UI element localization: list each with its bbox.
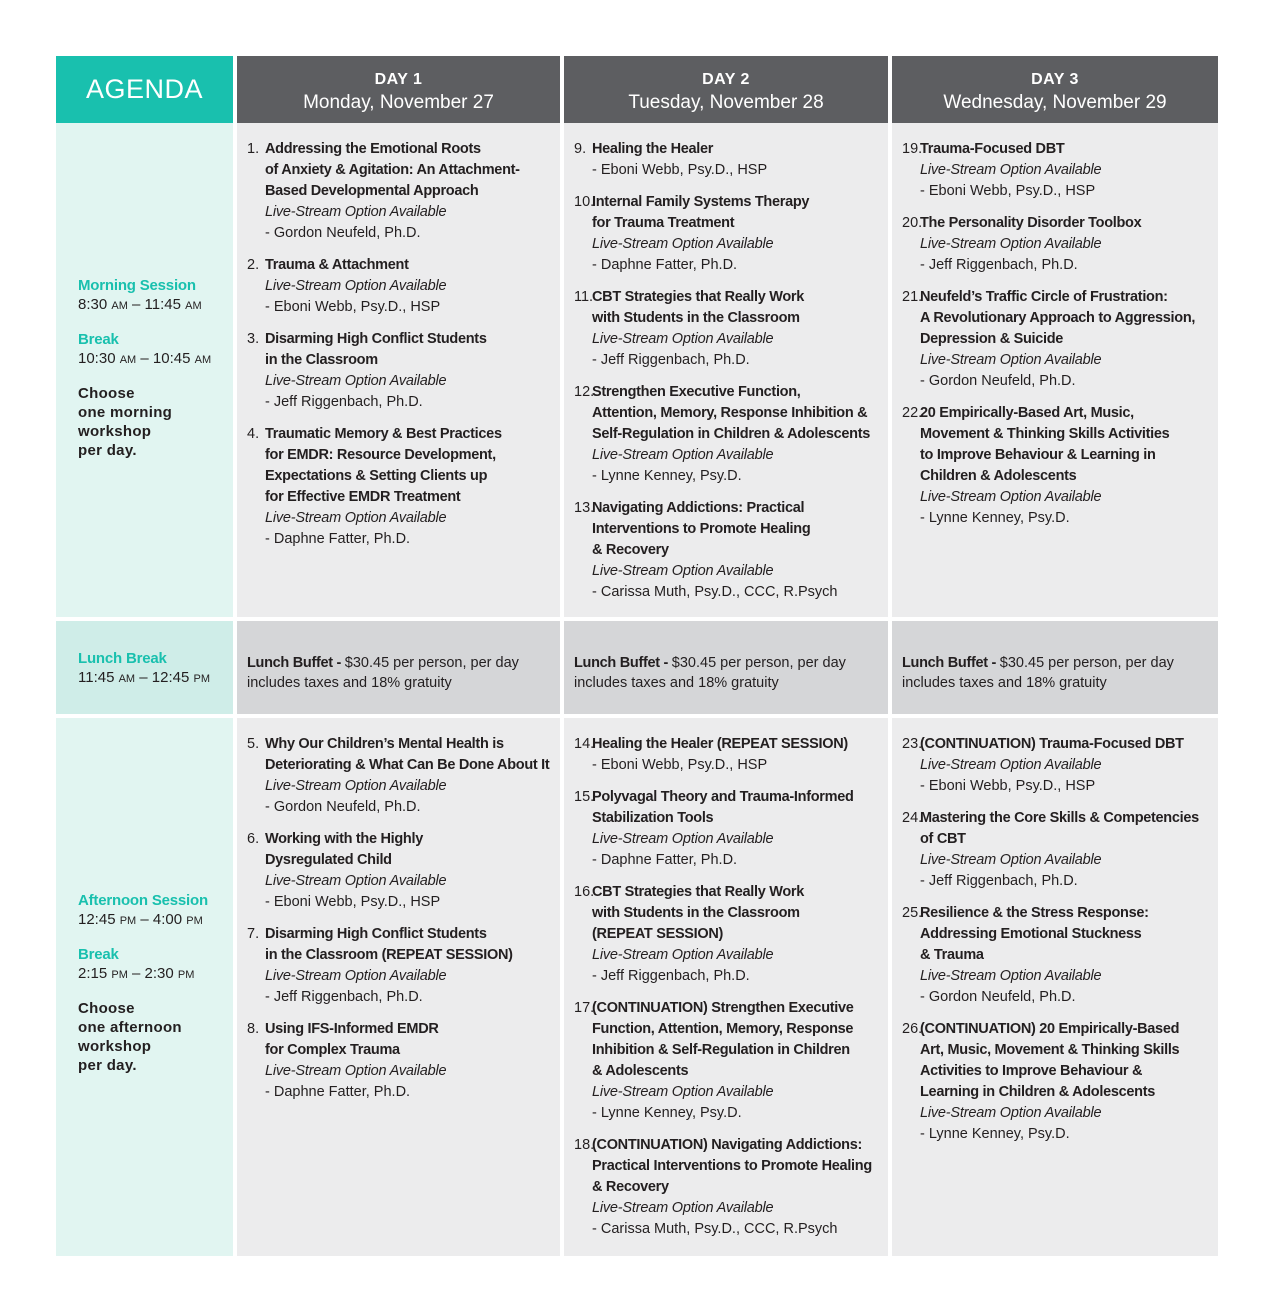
workshop-number: 6. xyxy=(247,831,260,847)
workshop-item xyxy=(574,139,880,181)
presenter-name: - Jeff Riggenbach, Ph.D. xyxy=(920,257,1078,273)
presenter-name: - Gordon Neufeld, Ph.D. xyxy=(920,373,1076,389)
lunch-buffet-label: Lunch Buffet - xyxy=(247,655,345,671)
workshop-item xyxy=(574,287,880,371)
workshop-item xyxy=(247,924,552,1008)
day-2-label: DAY 2 xyxy=(702,71,750,88)
presenter-name: - Lynne Kenney, Psy.D. xyxy=(592,1105,742,1121)
workshop-item xyxy=(574,787,880,871)
workshop-title: Internal Family Systems Therapy for Trauma Treatment xyxy=(592,194,810,231)
workshop-item xyxy=(902,808,1210,892)
day-1-afternoon-list xyxy=(247,734,552,1114)
workshop-title: CBT Strategies that Really Work with Students in the Classroom xyxy=(592,289,805,326)
lunch-buffet-label: Lunch Buffet - xyxy=(574,655,672,671)
workshop-number: 1. xyxy=(247,141,260,157)
workshop-title: The Personality Disorder Toolbox xyxy=(920,215,1142,231)
lunch-price: $30.45 per person, per day xyxy=(999,655,1174,671)
live-stream-note: Live-Stream Option Available xyxy=(265,373,447,389)
day-2-date: Tuesday, November 28 xyxy=(628,92,824,113)
workshop-item xyxy=(902,1019,1210,1145)
live-stream-note: Live-Stream Option Available xyxy=(592,1084,774,1100)
workshop-item xyxy=(902,903,1210,1008)
workshop-number: 10. xyxy=(574,194,595,210)
workshop-item xyxy=(247,424,552,550)
day-1-label: DAY 1 xyxy=(374,71,423,88)
workshop-title: 20 Empirically-Based Art, Music, Movement & Thinking Skills Activities to Improve Behaviour & Learning in Children & Adolescents xyxy=(920,405,1170,484)
lunch-price: $30.45 per person, per day xyxy=(344,655,519,671)
live-stream-note: Live-Stream Option Available xyxy=(592,331,774,347)
workshop-title: Trauma-Focused DBT xyxy=(920,141,1065,157)
workshop-number: 23. xyxy=(902,736,923,752)
presenter-name: - Carissa Muth, Psy.D., CCC, R.Psych xyxy=(592,1221,838,1237)
workshop-title: (CONTINUATION) Navigating Addictions: Practical Interventions to Promote Healing & Recovery xyxy=(592,1137,872,1195)
day-1-morning-column xyxy=(237,123,560,617)
workshop-item xyxy=(574,734,880,776)
presenter-name: - Eboni Webb, Psy.D., HSP xyxy=(265,894,441,910)
workshop-item xyxy=(574,998,880,1124)
presenter-name: - Eboni Webb, Psy.D., HSP xyxy=(920,183,1096,199)
day-2-header xyxy=(564,56,888,123)
presenter-name: - Gordon Neufeld, Ph.D. xyxy=(920,989,1076,1005)
presenter-name: - Daphne Fatter, Ph.D. xyxy=(592,257,738,273)
afternoon-choose-note: Choose one afternoon workshop per day. xyxy=(78,1000,182,1074)
workshop-number: 7. xyxy=(247,926,260,942)
workshop-title: (CONTINUATION) 20 Empirically-Based Art, Music, Movement & Thinking Skills Activities to Improve Behaviour & Learning in Children & Adolescents xyxy=(920,1021,1180,1100)
workshop-title: Polyvagal Theory and Trauma-Informed Stabilization Tools xyxy=(592,789,854,826)
presenter-name: - Jeff Riggenbach, Ph.D. xyxy=(920,873,1078,889)
workshop-title: Why Our Children’s Mental Health is Deteriorating & What Can Be Done About It xyxy=(265,736,550,773)
live-stream-note: Live-Stream Option Available xyxy=(265,1063,447,1079)
workshop-title: Strengthen Executive Function, Attention, Memory, Response Inhibition & Self-Regulation in Children & Adolescents xyxy=(592,384,870,442)
morning-session-label: Morning Session xyxy=(78,277,196,294)
presenter-name: - Eboni Webb, Psy.D., HSP xyxy=(592,757,768,773)
presenter-name: - Jeff Riggenbach, Ph.D. xyxy=(265,394,423,410)
workshop-item xyxy=(574,382,880,487)
live-stream-note: Live-Stream Option Available xyxy=(920,489,1102,505)
day-3-date: Wednesday, November 29 xyxy=(943,92,1167,113)
workshop-number: 25. xyxy=(902,905,923,921)
lunch-break-label: Lunch Break xyxy=(78,650,167,667)
lunch-note: includes taxes and 18% gratuity xyxy=(574,675,779,691)
workshop-item xyxy=(574,1135,880,1240)
workshop-title: (CONTINUATION) Strengthen Executive Function, Attention, Memory, Response Inhibition & Self-Regulation in Children & Adolescents xyxy=(592,1000,854,1079)
live-stream-note: Live-Stream Option Available xyxy=(265,278,447,294)
workshop-number: 24. xyxy=(902,810,923,826)
morning-choose-note: Choose one morning workshop per day. xyxy=(78,385,173,459)
workshop-number: 22. xyxy=(902,405,923,421)
workshop-item xyxy=(902,139,1210,202)
workshop-title: Working with the Highly Dysregulated Child xyxy=(265,831,423,868)
presenter-name: - Eboni Webb, Psy.D., HSP xyxy=(265,299,441,315)
workshop-number: 19. xyxy=(902,141,923,157)
lunch-buffet-label: Lunch Buffet - xyxy=(902,655,1000,671)
day-3-morning-list xyxy=(902,139,1210,540)
workshop-number: 11. xyxy=(574,289,594,305)
workshop-number: 13. xyxy=(574,500,595,516)
agenda-title xyxy=(56,56,233,123)
workshop-title: Navigating Addictions: Practical Interventions to Promote Healing & Recovery xyxy=(592,500,811,558)
day-1-morning-list xyxy=(247,139,552,561)
afternoon-session-panel xyxy=(56,718,233,1256)
day-3-lunch xyxy=(892,621,1218,714)
workshop-number: 21. xyxy=(902,289,923,305)
workshop-item xyxy=(247,734,552,818)
workshop-number: 4. xyxy=(247,426,260,442)
morning-session-panel xyxy=(56,123,233,617)
day-2-afternoon-list xyxy=(574,734,880,1251)
workshop-item xyxy=(247,329,552,413)
day-2-afternoon-column xyxy=(564,718,888,1256)
afternoon-break-label: Break xyxy=(78,946,119,963)
day-3-morning-column xyxy=(892,123,1218,617)
presenter-name: - Lynne Kenney, Psy.D. xyxy=(920,510,1070,526)
live-stream-note: Live-Stream Option Available xyxy=(920,1105,1102,1121)
presenter-name: - Gordon Neufeld, Ph.D. xyxy=(265,799,421,815)
day-2-lunch-text xyxy=(574,653,846,693)
day-1-header xyxy=(237,56,560,123)
workshop-item xyxy=(247,255,552,318)
presenter-name: - Daphne Fatter, Ph.D. xyxy=(265,531,411,547)
workshop-item xyxy=(902,213,1210,276)
afternoon-break-time: 2:15 PM – 2:30 PM xyxy=(78,965,195,982)
workshop-item xyxy=(574,192,880,276)
workshop-number: 14. xyxy=(574,736,595,752)
day-3-header xyxy=(892,56,1218,123)
workshop-number: 17. xyxy=(574,1000,595,1016)
live-stream-note: Live-Stream Option Available xyxy=(592,563,774,579)
workshop-title: Using IFS-Informed EMDR for Complex Trauma xyxy=(265,1021,439,1058)
lunch-note: includes taxes and 18% gratuity xyxy=(902,675,1107,691)
lunch-break-info xyxy=(78,649,210,689)
live-stream-note: Live-Stream Option Available xyxy=(592,236,774,252)
live-stream-note: Live-Stream Option Available xyxy=(920,162,1102,178)
live-stream-note: Live-Stream Option Available xyxy=(265,778,447,794)
presenter-name: - Jeff Riggenbach, Ph.D. xyxy=(592,968,750,984)
afternoon-session-info xyxy=(78,891,208,1075)
live-stream-note: Live-Stream Option Available xyxy=(592,831,774,847)
workshop-title: Neufeld’s Traffic Circle of Frustration: A Revolutionary Approach to Aggression, Depression & Suicide xyxy=(920,289,1196,347)
workshop-item xyxy=(247,139,552,244)
workshop-item xyxy=(574,498,880,603)
presenter-name: - Daphne Fatter, Ph.D. xyxy=(265,1084,411,1100)
presenter-name: - Jeff Riggenbach, Ph.D. xyxy=(265,989,423,1005)
day-2-morning-list xyxy=(574,139,880,614)
workshop-number: 26. xyxy=(902,1021,923,1037)
workshop-number: 18. xyxy=(574,1137,595,1153)
live-stream-note: Live-Stream Option Available xyxy=(592,1200,774,1216)
lunch-break-time: 11:45 AM – 12:45 PM xyxy=(78,669,210,686)
live-stream-note: Live-Stream Option Available xyxy=(920,852,1102,868)
presenter-name: - Gordon Neufeld, Ph.D. xyxy=(265,225,421,241)
live-stream-note: Live-Stream Option Available xyxy=(920,757,1102,773)
workshop-item xyxy=(902,734,1210,797)
presenter-name: - Lynne Kenney, Psy.D. xyxy=(592,468,742,484)
workshop-title: Traumatic Memory & Best Practices for EMDR: Resource Development, Expectations & Setting Clients up for Effective EMDR Treatment xyxy=(265,426,502,505)
morning-session-info xyxy=(78,276,211,460)
day-3-lunch-text xyxy=(902,653,1174,693)
day-2-morning-column xyxy=(564,123,888,617)
workshop-title: Disarming High Conflict Students in the Classroom xyxy=(265,331,487,368)
workshop-number: 9. xyxy=(574,141,587,157)
workshop-number: 16. xyxy=(574,884,595,900)
live-stream-note: Live-Stream Option Available xyxy=(920,968,1102,984)
afternoon-session-label: Afternoon Session xyxy=(78,892,208,909)
live-stream-note: Live-Stream Option Available xyxy=(592,447,774,463)
morning-session-time: 8:30 AM – 11:45 AM xyxy=(78,296,202,313)
workshop-title: Mastering the Core Skills & Competencies of CBT xyxy=(920,810,1199,847)
workshop-number: 3. xyxy=(247,331,260,347)
workshop-title: (CONTINUATION) Trauma-Focused DBT xyxy=(920,736,1184,752)
lunch-break-panel xyxy=(56,621,233,714)
workshop-number: 12. xyxy=(574,384,595,400)
workshop-item xyxy=(247,829,552,913)
day-1-lunch xyxy=(237,621,560,714)
morning-break-label: Break xyxy=(78,331,119,348)
live-stream-note: Live-Stream Option Available xyxy=(592,947,774,963)
workshop-title: Disarming High Conflict Students in the Classroom (REPEAT SESSION) xyxy=(265,926,513,963)
day-3-label: DAY 3 xyxy=(1031,71,1079,88)
live-stream-note: Live-Stream Option Available xyxy=(265,873,447,889)
live-stream-note: Live-Stream Option Available xyxy=(920,236,1102,252)
presenter-name: - Eboni Webb, Psy.D., HSP xyxy=(920,778,1096,794)
presenter-name: - Jeff Riggenbach, Ph.D. xyxy=(592,352,750,368)
live-stream-note: Live-Stream Option Available xyxy=(265,204,447,220)
live-stream-note: Live-Stream Option Available xyxy=(265,968,447,984)
workshop-number: 8. xyxy=(247,1021,260,1037)
afternoon-session-time: 12:45 PM – 4:00 PM xyxy=(78,911,203,928)
workshop-number: 15. xyxy=(574,789,595,805)
workshop-title: Addressing the Emotional Roots of Anxiety & Agitation: An Attachment- Based Developmental Approach xyxy=(265,141,520,199)
lunch-note: includes taxes and 18% gratuity xyxy=(247,675,452,691)
morning-break-time: 10:30 AM – 10:45 AM xyxy=(78,350,212,367)
presenter-name: - Daphne Fatter, Ph.D. xyxy=(592,852,738,868)
live-stream-note: Live-Stream Option Available xyxy=(265,510,447,526)
day-2-lunch xyxy=(564,621,888,714)
lunch-price: $30.45 per person, per day xyxy=(671,655,846,671)
day-1-date: Monday, November 27 xyxy=(303,92,494,113)
presenter-name: - Eboni Webb, Psy.D., HSP xyxy=(592,162,768,178)
presenter-name: - Lynne Kenney, Psy.D. xyxy=(920,1126,1070,1142)
workshop-item xyxy=(902,403,1210,529)
workshop-item xyxy=(902,287,1210,392)
workshop-number: 5. xyxy=(247,736,260,752)
agenda-label: AGENDA xyxy=(85,74,204,104)
day-1-lunch-text xyxy=(247,653,519,693)
presenter-name: - Carissa Muth, Psy.D., CCC, R.Psych xyxy=(592,584,838,600)
workshop-title: CBT Strategies that Really Work with Students in the Classroom (REPEAT SESSION) xyxy=(592,884,805,942)
workshop-item xyxy=(574,882,880,987)
workshop-item xyxy=(247,1019,552,1103)
live-stream-note: Live-Stream Option Available xyxy=(920,352,1102,368)
day-3-afternoon-column xyxy=(892,718,1218,1256)
workshop-title: Resilience & the Stress Response: Addressing Emotional Stuckness & Trauma xyxy=(920,905,1149,963)
day-3-afternoon-list xyxy=(902,734,1210,1156)
workshop-number: 2. xyxy=(247,257,260,273)
workshop-title: Healing the Healer (REPEAT SESSION) xyxy=(592,736,848,752)
workshop-title: Healing the Healer xyxy=(592,141,714,157)
workshop-title: Trauma & Attachment xyxy=(265,257,409,273)
workshop-number: 20. xyxy=(902,215,923,231)
day-1-afternoon-column xyxy=(237,718,560,1256)
